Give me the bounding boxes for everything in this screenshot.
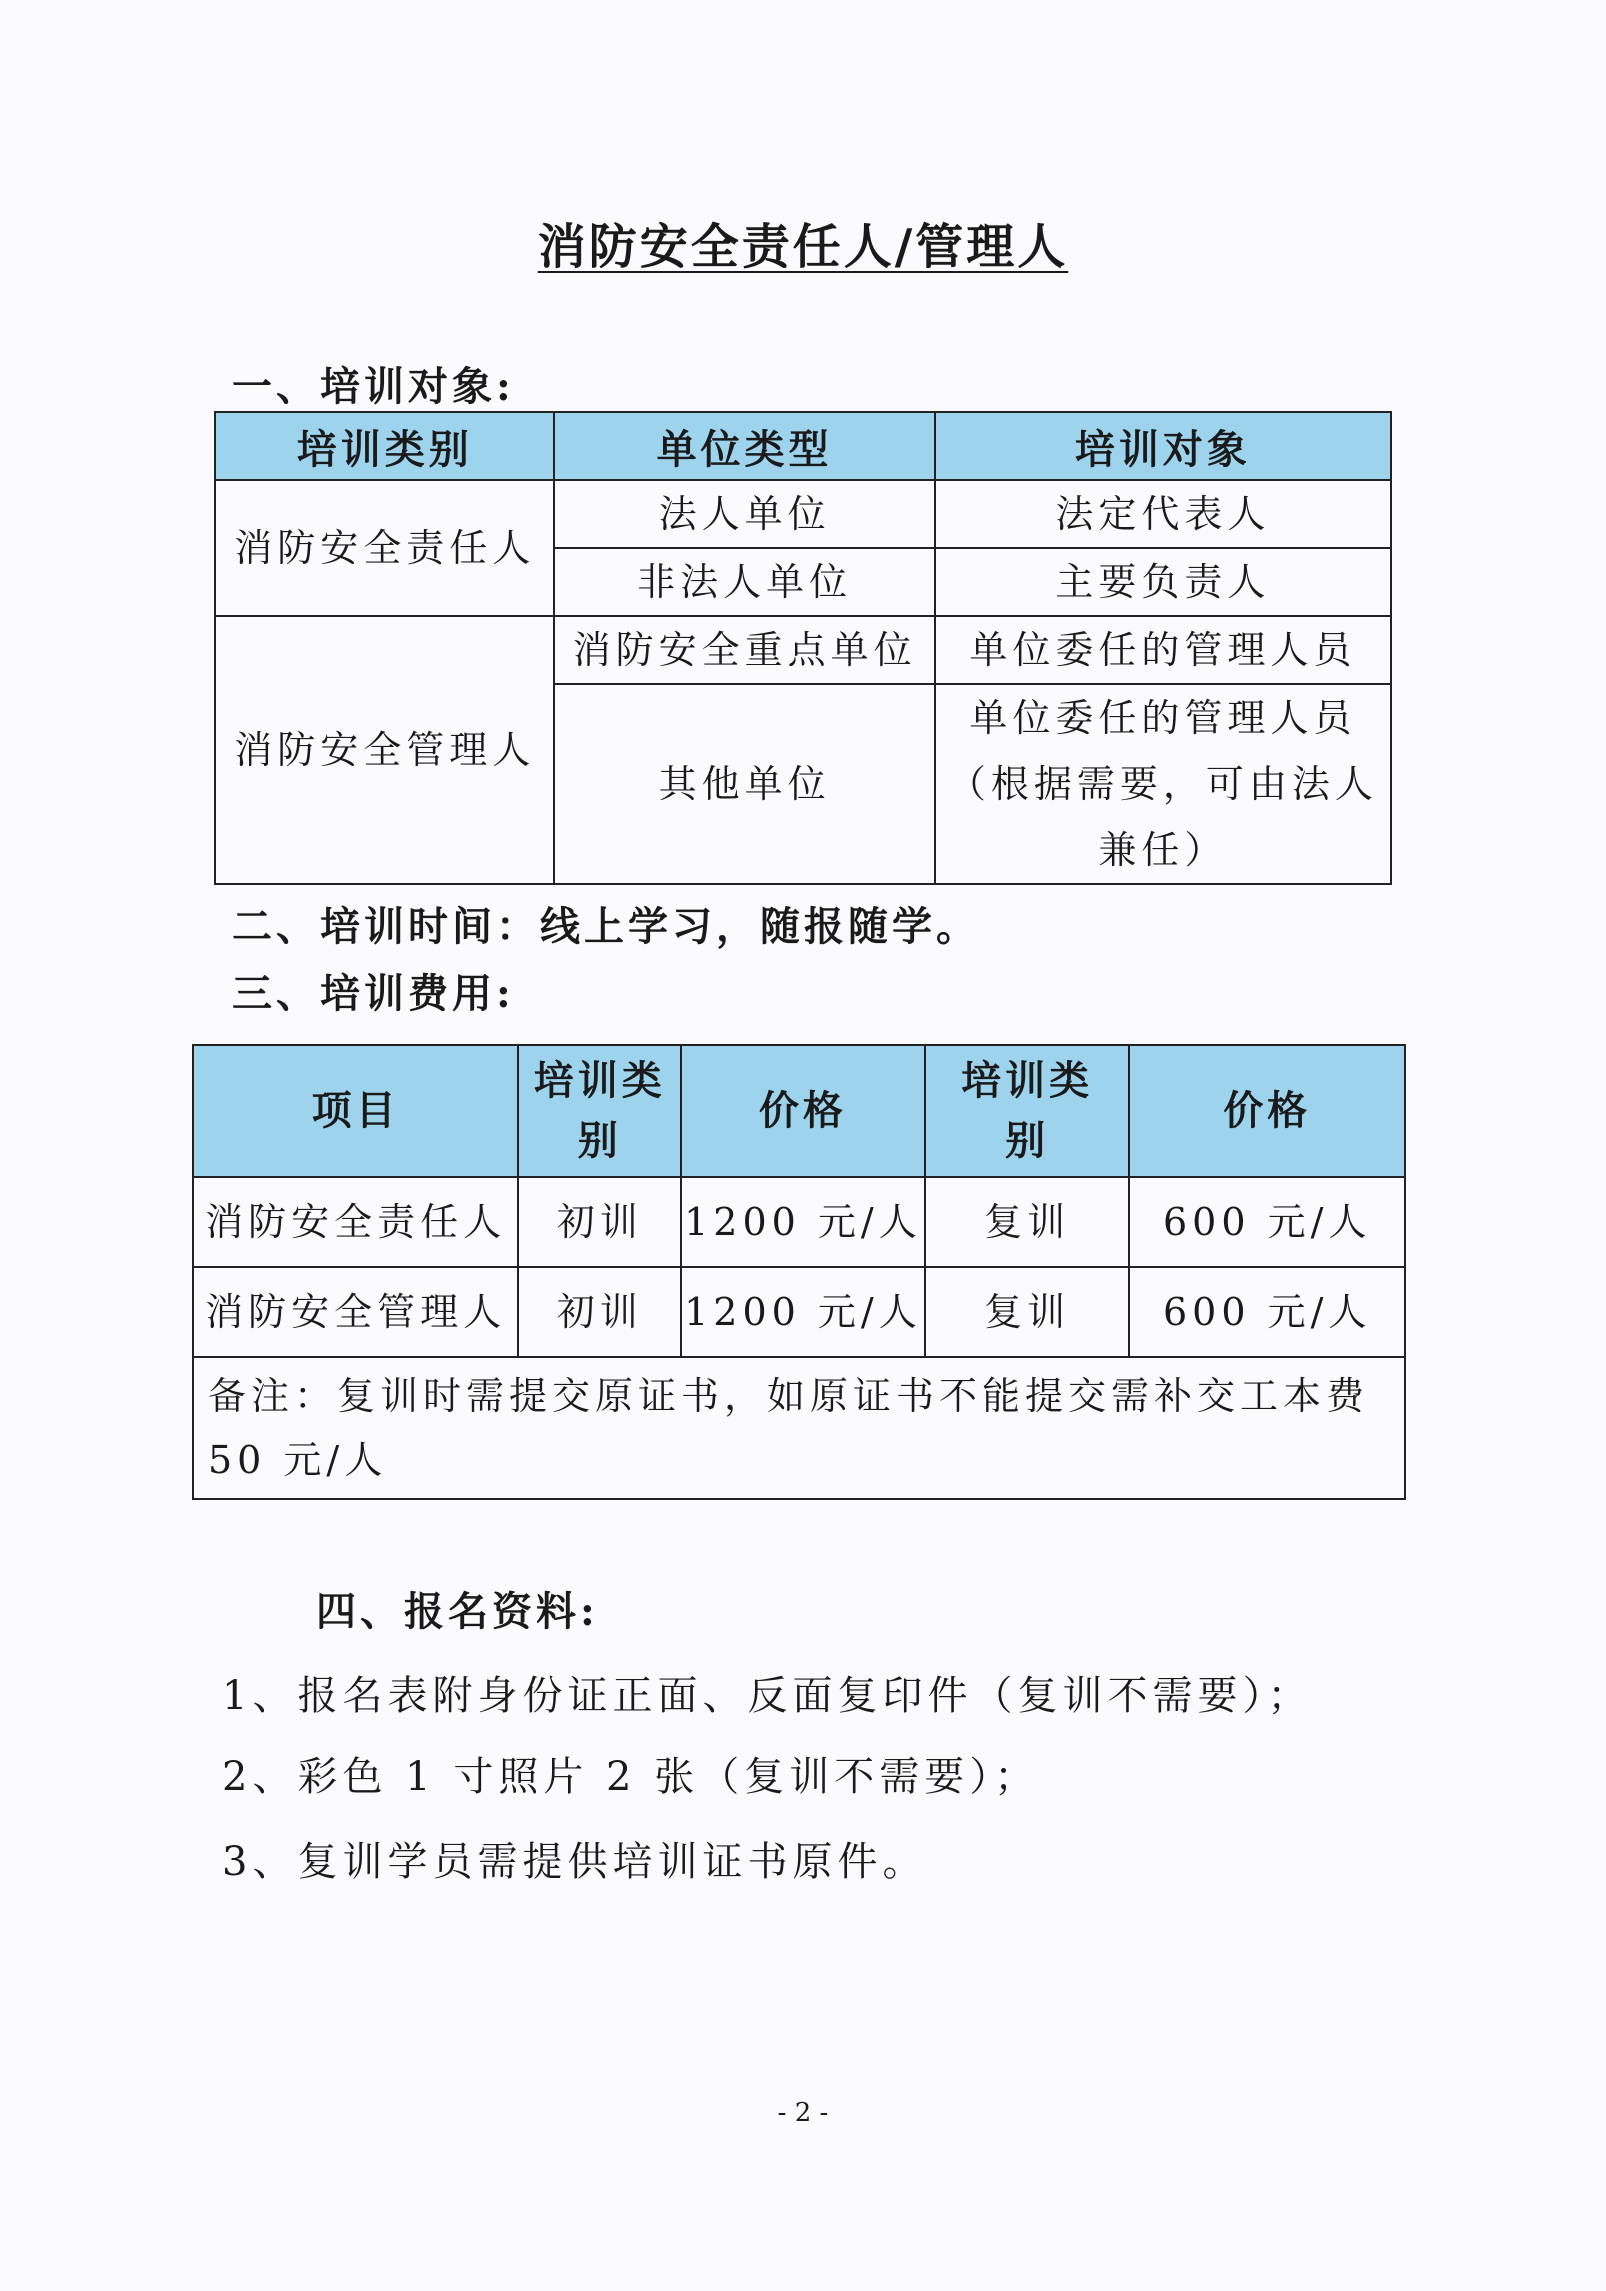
type-cell: 复训 (925, 1267, 1130, 1357)
header-price-1: 价格 (681, 1045, 925, 1177)
header-type-2: 培训类 别 (925, 1045, 1130, 1177)
target-cell: 单位委任的管理人员 （根据需要，可由法人 兼任） (935, 684, 1391, 884)
list-item: 2、彩色 1 寸照片 2 张（复训不需要）； (222, 1754, 1040, 1800)
unit-type-cell: 非法人单位 (554, 548, 934, 616)
price-cell: 1200 元/人 (681, 1177, 925, 1267)
type-cell: 初训 (518, 1177, 681, 1267)
target-cell: 单位委任的管理人员 (935, 616, 1391, 684)
section2-text: 二、培训时间：线上学习，随报随学。 (232, 903, 980, 950)
section4-heading: 四、报名资料: (316, 1588, 599, 1635)
header-target: 培训对象 (935, 412, 1391, 480)
unit-type-cell: 其他单位 (554, 684, 934, 884)
document-title: 消防安全责任人/管理人 (537, 219, 1069, 275)
section3-heading: 三、培训费用: (232, 970, 515, 1017)
item-cell: 消防安全管理人 (193, 1267, 518, 1357)
page-number: - 2 - (777, 2098, 829, 2128)
section1-heading: 一、培训对象: (232, 363, 515, 410)
target-cell: 法定代表人 (935, 480, 1391, 548)
table-row (215, 480, 1391, 548)
header-category: 培训类别 (215, 412, 554, 480)
target-cell: 主要负责人 (935, 548, 1391, 616)
unit-type-cell: 法人单位 (554, 480, 934, 548)
price-cell: 600 元/人 (1129, 1177, 1405, 1267)
type-cell: 复训 (925, 1177, 1130, 1267)
training-target-table (214, 411, 1392, 885)
table-row (193, 1267, 1405, 1357)
list-item: 3、复训学员需提供培训证书原件。 (222, 1839, 928, 1885)
type-cell: 初训 (518, 1267, 681, 1357)
category-cell: 消防安全责任人 (215, 480, 554, 616)
table-header-row (215, 412, 1391, 480)
header-item: 项目 (193, 1045, 518, 1177)
note-cell: 备注：复训时需提交原证书，如原证书不能提交需补交工本费 50 元/人 (193, 1357, 1405, 1499)
table-note-row (193, 1357, 1405, 1499)
price-cell: 1200 元/人 (681, 1267, 925, 1357)
header-price-2: 价格 (1129, 1045, 1405, 1177)
training-fee-table (192, 1044, 1406, 1500)
table-header-row (193, 1045, 1405, 1177)
header-unit-type: 单位类型 (554, 412, 934, 480)
table-row (193, 1177, 1405, 1267)
category-cell: 消防安全管理人 (215, 616, 554, 884)
header-type-1: 培训类 别 (518, 1045, 681, 1177)
item-cell: 消防安全责任人 (193, 1177, 518, 1267)
list-item: 1、报名表附身份证正面、反面复印件（复训不需要）； (222, 1673, 1313, 1719)
unit-type-cell: 消防安全重点单位 (554, 616, 934, 684)
price-cell: 600 元/人 (1129, 1267, 1405, 1357)
table-row (215, 616, 1391, 684)
